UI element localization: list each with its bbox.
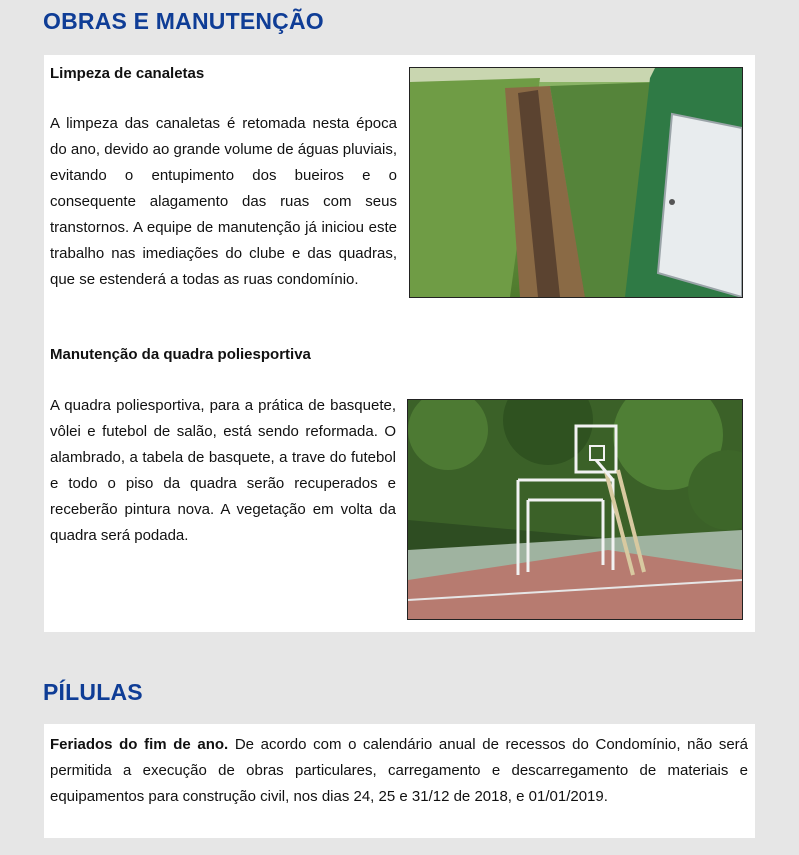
section-title-obras: OBRAS E MANUTENÇÃO <box>43 8 324 34</box>
obras-panel <box>44 55 755 632</box>
article-heading-quadra: Manutenção da quadra poliesportiva <box>50 346 311 363</box>
pilulas-paragraph <box>50 732 748 810</box>
article-body-canaletas: A limpeza das canaletas é retomada nesta época do ano, devido ao grande volume de águas pluviais, evitando o entupimento dos bueiros e o consequente alagamento das ruas com seus transtornos. A equipe de manutenção já iniciou este trabalho nas imediações do clube e das quadras, que se estenderá a todas as ruas condomínio. <box>50 115 397 288</box>
article-body-quadra: A quadra poliesportiva, para a prática de basquete, vôlei e futebol de salão, está sendo reformada. O alambrado, a tabela de basquete, a trave do futebol e todo o piso da quadra serão recuperados e receberão pintura nova. A vegetação em volta da quadra será podada. <box>50 397 396 544</box>
section-title-pilulas: PÍLULAS <box>43 679 143 705</box>
article-heading-canaletas: Limpeza de canaletas <box>50 65 205 82</box>
pilulas-panel <box>44 724 755 838</box>
pilulas-lead: Feriados do fim de ano. <box>50 736 229 753</box>
photo-quadra <box>407 399 743 620</box>
pilulas-body: De acordo com o calendário anual de recessos do Condomínio, não será permitida a execução de obras particulares, carregamento e descarregamento de materiais e equipamentos para construção civil, nos dias 24, 25 e 31/12 de 2018, e 01/01/2019. <box>50 736 749 805</box>
photo-canaleta <box>409 67 743 298</box>
